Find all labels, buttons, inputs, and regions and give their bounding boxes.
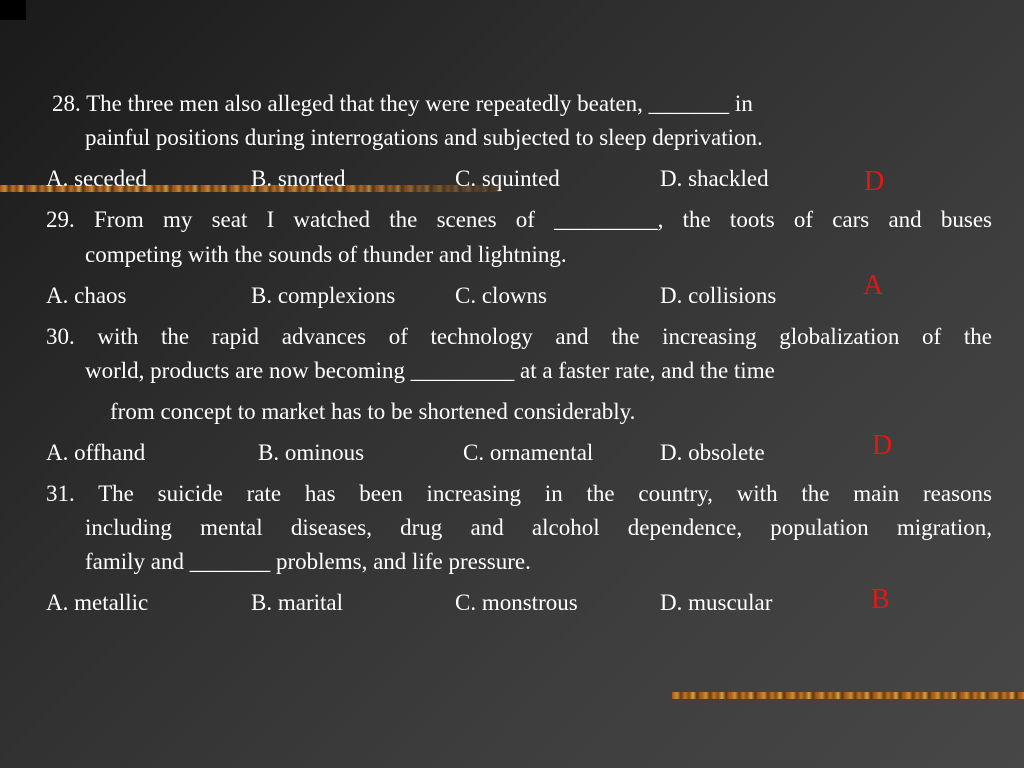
- question-30-option-a: A. offhand: [46, 440, 146, 465]
- decorative-bar-bottom: [672, 692, 1024, 699]
- question-30-option-d: D. obsolete: [660, 440, 765, 465]
- question-30-line-3: from concept to market has to be shortened considerably.: [110, 399, 636, 424]
- question-29-option-b: B. complexions: [251, 283, 396, 308]
- question-30-line-1: 30. with the rapid advances of technology and the increasing globalization of the: [46, 324, 992, 349]
- question-28-line-2: painful positions during interrogations and subjected to sleep deprivation.: [85, 125, 763, 150]
- question-31-option-a: A. metallic: [46, 590, 149, 615]
- question-29-option-c: C. clowns: [455, 283, 547, 308]
- question-29-line-2: competing with the sounds of thunder and lightning.: [85, 242, 567, 267]
- question-28-option-c: C. squinted: [455, 166, 560, 191]
- question-31-option-b: B. marital: [251, 590, 343, 615]
- question-30-option-c: C. ornamental: [463, 440, 594, 465]
- question-29-option-d: D. collisions: [660, 283, 777, 308]
- question-29-line-1: 29. From my seat I watched the scenes of _________, the toots of cars and buses: [46, 207, 992, 232]
- question-31-answer: B: [871, 584, 890, 615]
- question-30-option-b: B. ominous: [258, 440, 365, 465]
- question-31-line-3: family and _______ problems, and life pressure.: [85, 549, 531, 574]
- corner-mark: [0, 0, 26, 20]
- question-29-option-a: A. chaos: [46, 283, 127, 308]
- question-28-option-d: D. shackled: [660, 166, 769, 191]
- question-28-line-1: 28. The three men also alleged that they were repeatedly beaten, _______ in: [52, 91, 753, 116]
- question-28-option-b: B. snorted: [251, 166, 346, 191]
- question-29-answer: A: [863, 270, 884, 301]
- question-31-line-1: 31. The suicide rate has been increasing in the country, with the main reasons: [46, 481, 992, 506]
- question-31-option-c: C. monstrous: [455, 590, 578, 615]
- question-28-answer: D: [864, 166, 885, 197]
- question-30-answer: D: [872, 430, 893, 461]
- question-31-line-2: including mental diseases, drug and alcohol dependence, population migration,: [85, 515, 992, 540]
- question-30-line-2: world, products are now becoming _________ at a faster rate, and the time: [85, 358, 775, 383]
- question-31-option-d: D. muscular: [660, 590, 773, 615]
- question-28-option-a: A. seceded: [46, 166, 147, 191]
